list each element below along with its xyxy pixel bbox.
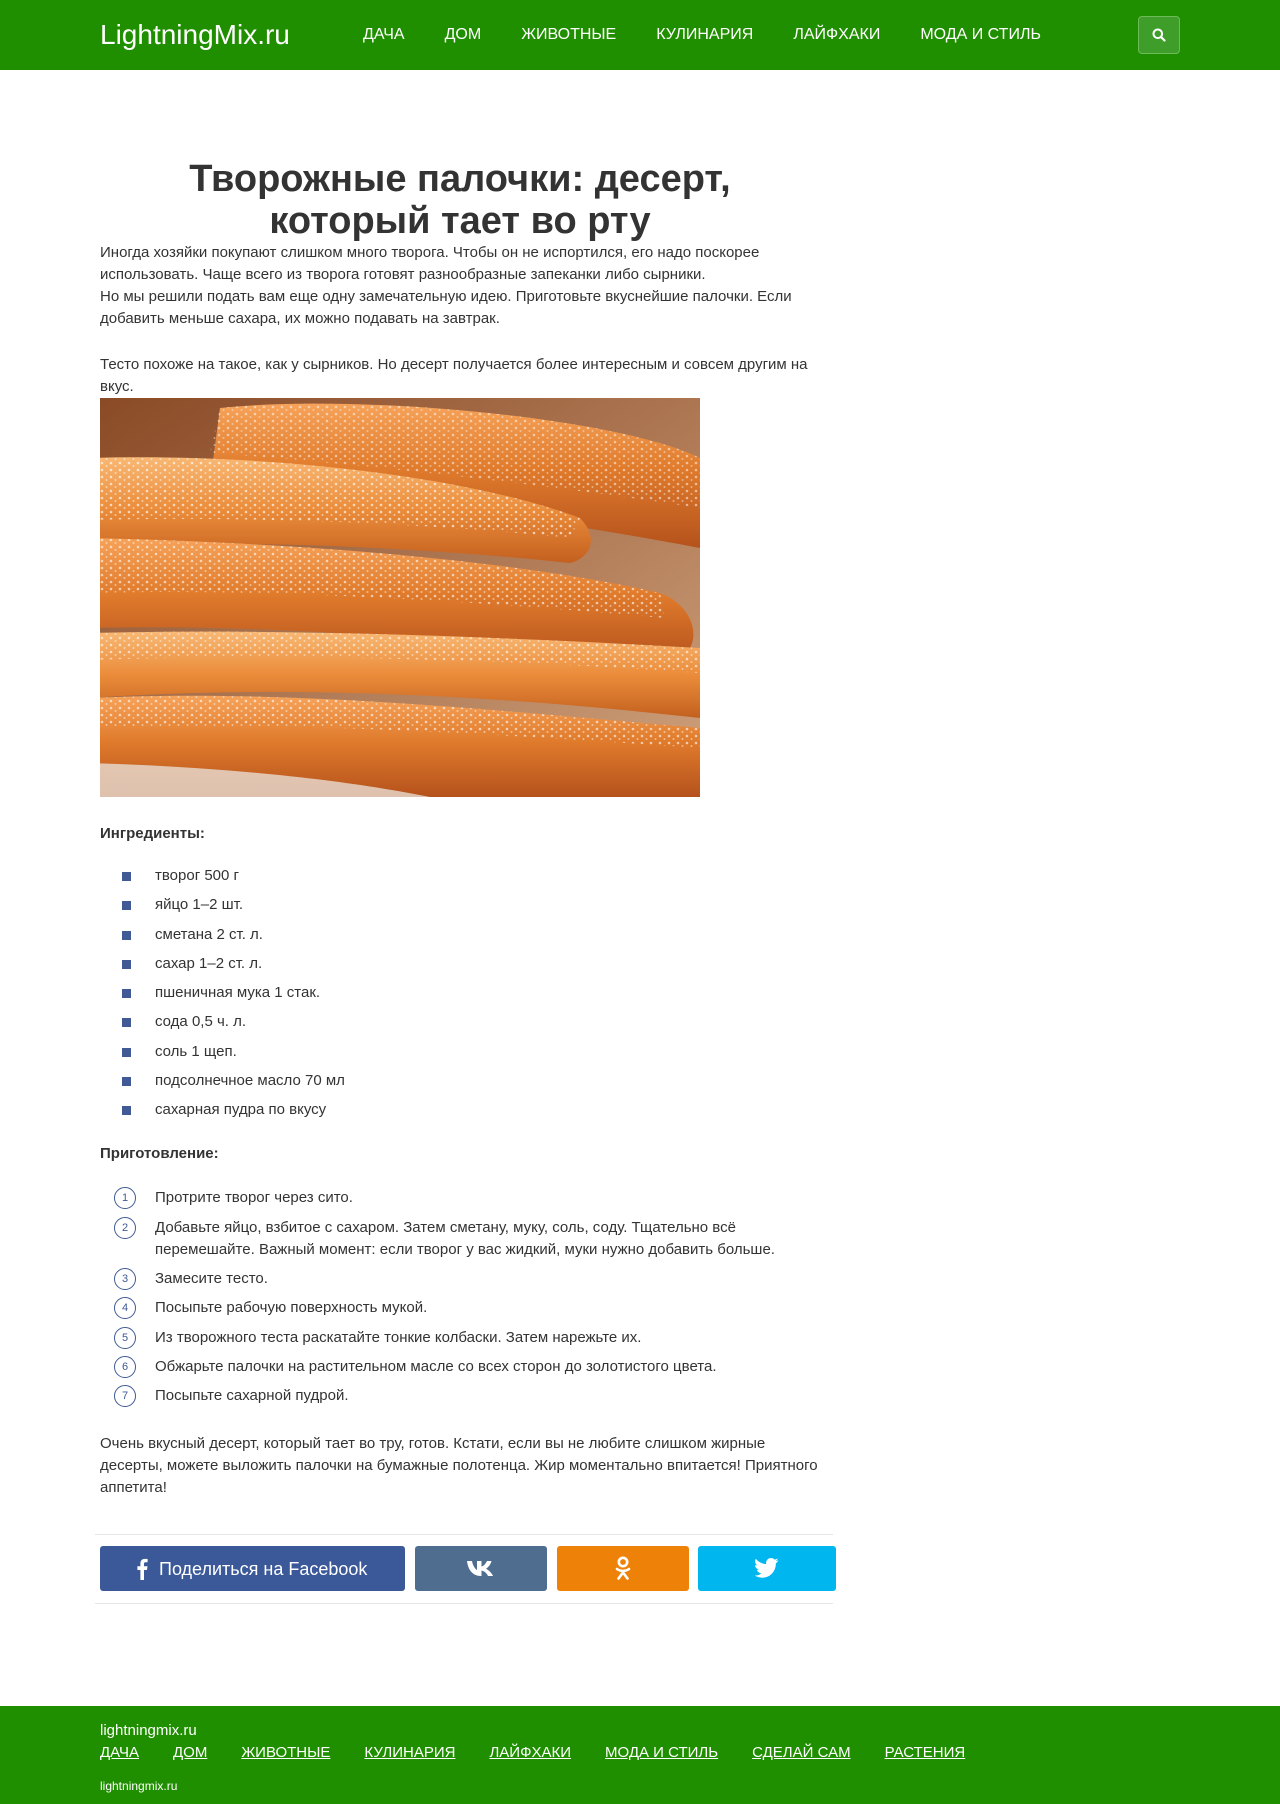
square-bullet-icon: [122, 1077, 131, 1086]
footer-site-name[interactable]: lightningmix.ru: [100, 1722, 197, 1739]
list-item: [100, 1385, 795, 1407]
footer-link-rasteniya[interactable]: РАСТЕНИЯ: [884, 1744, 966, 1761]
share-facebook-label: Поделиться на Facebook: [159, 1559, 368, 1579]
square-bullet-icon: [122, 1106, 131, 1115]
step-number: 6: [114, 1356, 136, 1378]
article-title: Творожные палочки: десерт, который тает во рту: [189, 158, 731, 242]
nav-item-kulinariya[interactable]: КУЛИНАРИЯ: [656, 26, 754, 43]
ingredient-text: сода 0,5 ч. л.: [155, 1013, 247, 1031]
square-bullet-icon: [122, 872, 131, 881]
list-item: [100, 1268, 795, 1290]
step-number: 5: [114, 1327, 136, 1349]
nav-item-dom[interactable]: ДОМ: [444, 26, 482, 43]
list-item: [100, 1070, 820, 1092]
step-text: Добавьте яйцо, взбитое с сахаром. Затем сметану, муку, соль, соду. Тщательно всё перемешайте. Важный момент: если творог у вас жидкий, муки нужно добавить больше.: [155, 1218, 775, 1258]
list-item: [100, 924, 820, 946]
square-bullet-icon: [122, 960, 131, 969]
nav-item-moda-i-stil[interactable]: МОДА И СТИЛЬ: [920, 26, 1041, 43]
step-number: 4: [114, 1297, 136, 1319]
footer-link-kulinariya[interactable]: КУЛИНАРИЯ: [364, 1744, 456, 1761]
share-facebook-button[interactable]: [100, 1546, 405, 1591]
ingredient-text: соль 1 щеп.: [155, 1042, 237, 1060]
step-text: Протрите творог через сито.: [155, 1189, 353, 1207]
step-number: 2: [114, 1217, 136, 1239]
square-bullet-icon: [122, 901, 131, 910]
facebook-icon: [136, 1558, 148, 1580]
list-item: [100, 1327, 795, 1349]
square-bullet-icon: [122, 1018, 131, 1027]
ingredients-heading: Ингредиенты:: [100, 825, 205, 842]
list-item: [100, 1297, 795, 1319]
step-text: Посыпьте сахарной пудрой.: [155, 1387, 349, 1405]
steps-list: [100, 1187, 820, 1407]
step-number: 1: [114, 1187, 136, 1209]
search-icon: [1152, 28, 1166, 42]
square-bullet-icon: [122, 931, 131, 940]
footer-link-layfkhaki[interactable]: ЛАЙФХАКИ: [489, 1744, 572, 1761]
ingredient-text: сахарная пудра по вкусу: [155, 1101, 327, 1119]
dessert-photo: [100, 398, 700, 797]
outro-paragraph: Очень вкусный десерт, который тает во тру, готов. Кстати, если вы не любите слишком жирные десерты, можете выложить палочки на бумажные полотенца. Жир моментально впитается! Приятного аппетита!: [100, 1435, 818, 1497]
list-item: [100, 1041, 820, 1063]
article: [100, 70, 820, 1499]
ingredient-text: подсолнечное масло 70 мл: [155, 1072, 345, 1090]
curd-sticks-image: [100, 398, 700, 797]
share-odnoklassniki-button[interactable]: [557, 1546, 689, 1591]
footer-link-sdelay-sam[interactable]: СДЕЛАЙ САМ: [752, 1744, 851, 1761]
main-nav: [363, 0, 1081, 70]
vk-icon: [466, 1558, 496, 1578]
footer-link-dom[interactable]: ДОМ: [173, 1744, 208, 1761]
list-item: [100, 1187, 795, 1209]
ingredient-text: сметана 2 ст. л.: [155, 925, 263, 943]
ingredient-text: пшеничная мука 1 стак.: [155, 984, 321, 1002]
share-twitter-button[interactable]: [698, 1546, 836, 1591]
list-item: [100, 953, 820, 975]
twitter-icon: [755, 1558, 779, 1578]
search-button[interactable]: [1138, 16, 1180, 54]
step-text: Замесите тесто.: [155, 1269, 268, 1287]
ingredients-list: [100, 865, 820, 1121]
site-logo[interactable]: LightningMix.ru: [100, 19, 290, 50]
square-bullet-icon: [122, 989, 131, 998]
site-footer: [0, 1706, 1280, 1804]
ingredient-text: сахар 1–2 ст. л.: [155, 954, 263, 972]
ingredient-text: творог 500 г: [155, 867, 240, 884]
steps-heading: Приготовление:: [100, 1145, 219, 1163]
list-item: [100, 1217, 795, 1261]
list-item: [100, 894, 820, 916]
ingredient-text: яйцо 1–2 шт.: [155, 896, 244, 914]
site-header: [0, 0, 1280, 70]
footer-link-moda-i-stil[interactable]: МОДА И СТИЛЬ: [605, 1744, 719, 1761]
nav-item-dacha[interactable]: ДАЧА: [363, 26, 405, 43]
footer-copyright: lightningmix.ru: [100, 1779, 178, 1793]
odnoklassniki-icon: [615, 1556, 631, 1580]
list-item: [100, 1011, 820, 1033]
step-number: 7: [114, 1385, 136, 1407]
step-text: Обжарьте палочки на растительном масле со всех сторон до золотистого цвета.: [155, 1357, 717, 1375]
square-bullet-icon: [122, 1048, 131, 1057]
list-item: [100, 865, 820, 887]
nav-item-zhivotnye[interactable]: ЖИВОТНЫЕ: [521, 26, 617, 43]
intro-paragraph-1: Иногда хозяйки покупают слишком много творога. Чтобы он не испортился, его надо поскорее использовать. Чаще всего из творога готовят разнообразные запеканки либо сырники.: [100, 244, 760, 283]
footer-nav: [100, 1743, 999, 1763]
footer-link-dacha[interactable]: ДАЧА: [100, 1744, 139, 1761]
list-item: [100, 982, 820, 1004]
nav-item-layfkhaki[interactable]: ЛАЙФХАКИ: [793, 26, 881, 43]
footer-link-zhivotnye[interactable]: ЖИВОТНЫЕ: [241, 1744, 331, 1761]
list-item: [100, 1099, 820, 1121]
intro-paragraph-2: Но мы решили подать вам еще одну замечательную идею. Приготовьте вкуснейшие палочки. Если добавить меньше сахара, их можно подавать на завтрак.: [100, 288, 792, 327]
step-number: 3: [114, 1268, 136, 1290]
step-text: Из творожного теста раскатайте тонкие колбаски. Затем нарежьте их.: [155, 1328, 642, 1346]
intro-paragraph-3: Тесто похоже на такое, как у сырников. Но десерт получается более интересным и совсем другим на вкус.: [100, 356, 808, 395]
step-text: Посыпьте рабочую поверхность мукой.: [155, 1299, 428, 1317]
share-bar: [95, 1534, 833, 1604]
list-item: [100, 1356, 795, 1378]
share-vk-button[interactable]: [415, 1546, 547, 1591]
